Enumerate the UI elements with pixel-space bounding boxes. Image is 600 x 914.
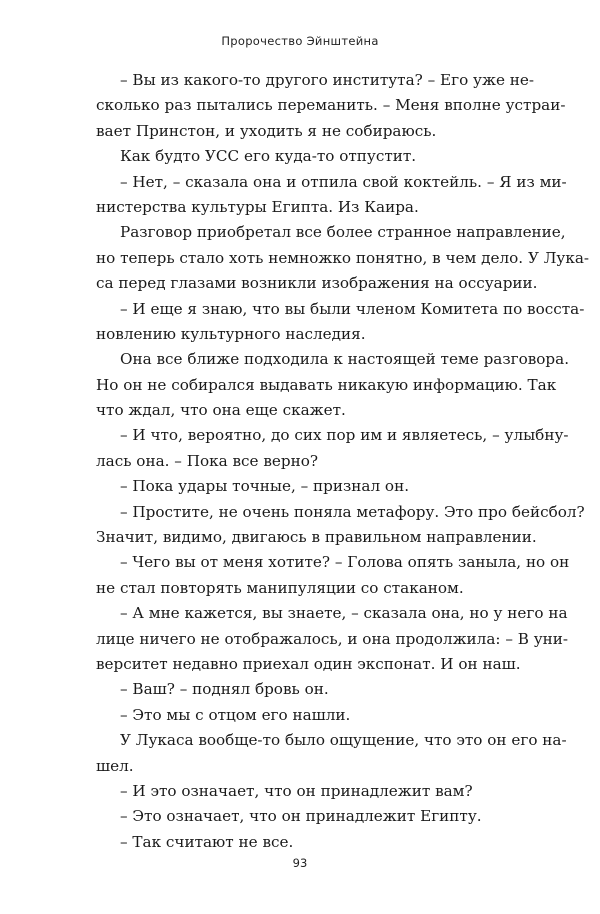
- text-line: – Простите, не очень поняла метафору. Это про бейсбол?: [120, 502, 585, 521]
- text-line: шел.: [96, 756, 134, 775]
- text-line: сколько раз пытались переманить. – Меня вполне устраи-: [96, 96, 566, 115]
- text-line: – Ваш? – поднял бровь он.: [120, 680, 329, 699]
- text-line: Но он не собирался выдавать никакую информацию. Так: [96, 375, 557, 394]
- text-line: – И что, вероятно, до сих пор им и являетесь, – улыбну-: [120, 426, 569, 445]
- text-line: – И еще я знаю, что вы были членом Комитета по восста-: [120, 299, 585, 318]
- text-line: У Лукаса вообще-то было ощущение, что это он его на-: [120, 731, 567, 750]
- text-line: – А мне кажется, вы знаете, – сказала она, но у него на: [120, 604, 568, 623]
- text-line: – Вы из какого-то другого института? – Его уже не-: [120, 71, 535, 89]
- text-line: – Пока удары точные, – признал он.: [120, 477, 410, 496]
- text-line: что ждал, что она еще скажет.: [96, 401, 346, 420]
- text-line: вает Принстон, и уходить я не собираюсь.: [96, 121, 437, 140]
- running-title: Пророчество Эйнштейна: [221, 34, 379, 48]
- text-line: – Это означает, что он принадлежит Египту.: [120, 807, 482, 826]
- text-line: са перед глазами возникли изображения на оссуарии.: [96, 274, 538, 293]
- text-line: Как будто УСС его куда-то отпустит.: [120, 147, 417, 166]
- text-line: – Чего вы от меня хотите? – Голова опять заныла, но он: [120, 553, 570, 572]
- text-line: лице ничего не отображалось, и она продолжила: – В уни-: [96, 629, 569, 648]
- text-line: лась она. – Пока все верно?: [96, 451, 319, 470]
- text-line: Она все ближе подходила к настоящей теме разговора.: [120, 350, 570, 369]
- text-line: но теперь стало хоть немножко понятно, в чем дело. У Лука-: [96, 248, 590, 267]
- text-line: новлению культурного наследия.: [96, 324, 366, 343]
- text-line: – Так считают не все.: [120, 832, 294, 851]
- page-number: 93: [292, 856, 308, 870]
- text-line: не стал повторять манипуляции со стаканом.: [96, 578, 464, 597]
- text-line: – Это мы с отцом его нашли.: [120, 705, 351, 724]
- text-line: – Нет, – сказала она и отпила свой коктейль. – Я из ми-: [120, 172, 567, 191]
- text-line: Значит, видимо, двигаюсь в правильном направлении.: [96, 528, 537, 547]
- text-line: – И это означает, что он принадлежит вам?: [120, 781, 473, 800]
- text-line: верситет недавно приехал один экспонат. И он наш.: [96, 654, 521, 673]
- body-text: [96, 68, 590, 855]
- text-line: нистерства культуры Египта. Из Каира.: [96, 197, 419, 216]
- text-line: Разговор приобретал все более странное направление,: [120, 223, 566, 242]
